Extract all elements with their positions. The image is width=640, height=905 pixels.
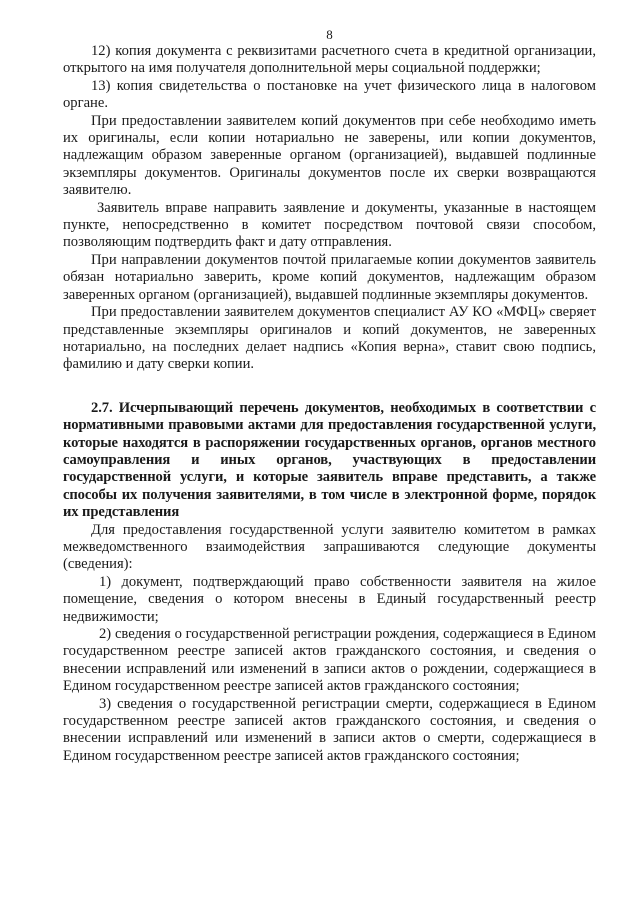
paragraph-item-12: 12) копия документа с реквизитами расчетного счета в кредитной организации, открытого на имя получателя дополнительной меры социальной поддержки; xyxy=(63,43,596,77)
document-body xyxy=(63,43,596,765)
paragraph-mail-submission: Заявитель вправе направить заявление и документы, указанные в настоящем пункте, непосредственно в комитет посредством почтовой связи способом, позволяющим подтвердить факт и дату отправления. xyxy=(63,199,596,251)
section-heading: 2.7. Исчерпывающий перечень документов, необходимых в соответствии с нормативными правовыми актами для предоставления государственной услуги, которые находятся в распоряжении государственных органов, органов местного самоуправления и иных органов, участвующих в предоставлении государственной услуги, и которые заявитель вправе представить, а также способы их получения заявителями, в том числе в электронной форме, порядок их представления xyxy=(63,399,596,521)
list-item-3: 3) сведения о государственной регистрации смерти, содержащиеся в Едином государственном реестре записей актов гражданского состояния, и сведения о внесении исправлений или изменений в записи актов о смерти, содержащиеся в Едином государственном реестре записей актов гражданского состояния; xyxy=(63,695,596,764)
list-item-2: 2) сведения о государственной регистрации рождения, содержащиеся в Едином государственном реестре записей актов гражданского состояния, и сведения о внесении исправлений или изменений в записи актов о рождении, содержащиеся в Едином государственном реестре записей актов гражданского состояния; xyxy=(63,626,596,695)
paragraph-item-13: 13) копия свидетельства о постановке на учет физического лица в налоговом органе. xyxy=(63,77,596,112)
list-item-1: 1) документ, подтверждающий право собственности заявителя на жилое помещение, сведения о котором внесены в Единый государственный реестр недвижимости; xyxy=(63,573,596,625)
paragraph-originals: При предоставлении заявителем копий документов при себе необходимо иметь их оригиналы, если копии нотариально не заверены, или копии документов, надлежащим образом заверенные органом (организацией), выдавшей подлинные экземпляры документов. Оригиналы документов после их сверки возвращаются заявителю. xyxy=(63,112,596,199)
paragraph-notary-copies: При направлении документов почтой прилагаемые копии документов заявитель обязан нотариально заверить, кроме копий документов, надлежащим образом заверенных органом (организацией), выдавшей подлинные экземпляры документов. xyxy=(63,251,596,303)
paragraph-mfc-check: При предоставлении заявителем документов специалист АУ КО «МФЦ» сверяет представленные экземпляры оригиналов и копий документов, не заверенных нотариально, на последних делает надпись «Копия верна», ставит свою подпись, фамилию и дату сверки копии. xyxy=(63,304,596,373)
page-number: 8 xyxy=(326,27,333,42)
paragraph-interagency-intro: Для предоставления государственной услуги заявителю комитетом в рамках межведомственного взаимодействия запрашиваются следующие документы (сведения): xyxy=(63,521,596,573)
